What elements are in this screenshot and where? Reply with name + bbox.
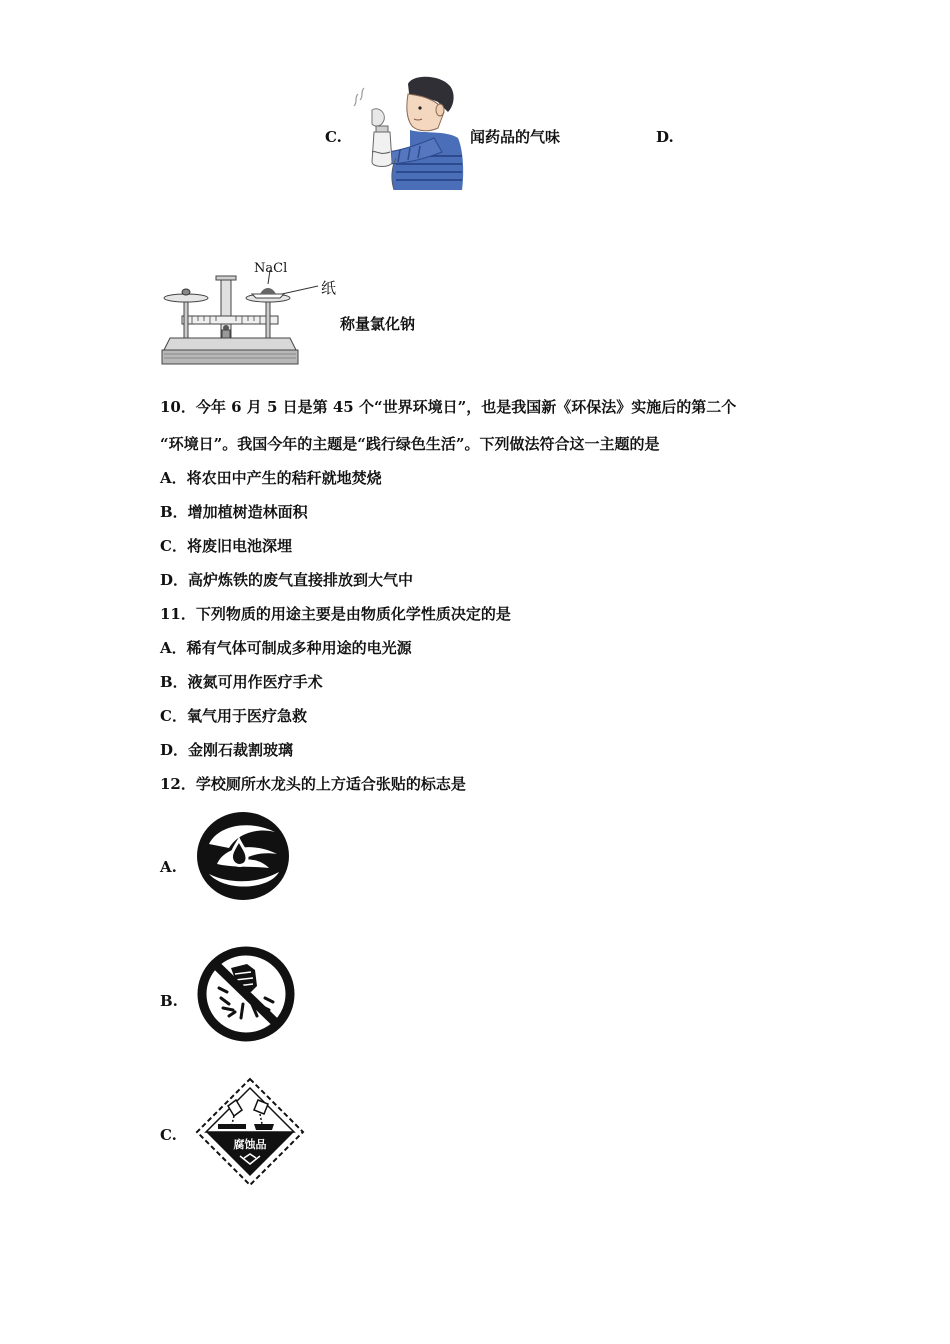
q12-option-b-letter: B. bbox=[160, 992, 178, 1010]
q12-option-c-letter: C. bbox=[160, 1126, 177, 1144]
q12-stem: 12．学校厕所水龙头的上方适合张贴的标志是 bbox=[160, 775, 466, 793]
corrosive-sign-icon bbox=[194, 1076, 306, 1188]
q10-option-a: A．将农田中产生的秸秆就地焚烧 bbox=[160, 469, 382, 487]
q12-option-a-letter: A. bbox=[160, 858, 177, 876]
q10-option-d: D．高炉炼铁的废气直接排放到大气中 bbox=[160, 571, 414, 589]
option-d-caption: 称量氯化钠 bbox=[340, 315, 416, 333]
nacl-label: NaCl bbox=[254, 261, 288, 276]
option-c-caption: 闻药品的气味 bbox=[470, 128, 561, 146]
q10-option-c: C．将废旧电池深埋 bbox=[160, 537, 292, 555]
q11-option-a: A．稀有气体可制成多种用途的电光源 bbox=[160, 639, 412, 657]
q11-stem: 11．下列物质的用途主要是由物质化学性质决定的是 bbox=[160, 605, 511, 623]
q11-option-b: B．液氮可用作医疗手术 bbox=[160, 673, 323, 691]
q10-stem-line2: “环境日”。我国今年的主题是“践行绿色生活”。下列做法符合这一主题的是 bbox=[160, 435, 660, 453]
balance-illustration bbox=[158, 258, 343, 368]
water-saving-sign-icon bbox=[195, 810, 291, 902]
prohibition-sign-icon bbox=[195, 944, 297, 1044]
q11-option-c: C．氧气用于医疗急救 bbox=[160, 707, 307, 725]
option-d-letter: D. bbox=[656, 128, 674, 146]
corrosive-label: 腐蚀品 bbox=[233, 1138, 267, 1151]
q10-option-b: B．增加植树造林面积 bbox=[160, 503, 308, 521]
q11-option-d: D．金刚石裁割玻璃 bbox=[160, 741, 294, 759]
smelling-chemical-illustration bbox=[350, 72, 468, 190]
option-c-letter: C. bbox=[325, 128, 342, 146]
paper-label: 纸 bbox=[321, 279, 337, 297]
q10-stem-line1: 10．今年 6 月 5 日是第 45 个“世界环境日”，也是我国新《环保法》实施后的第二个 bbox=[160, 398, 737, 416]
